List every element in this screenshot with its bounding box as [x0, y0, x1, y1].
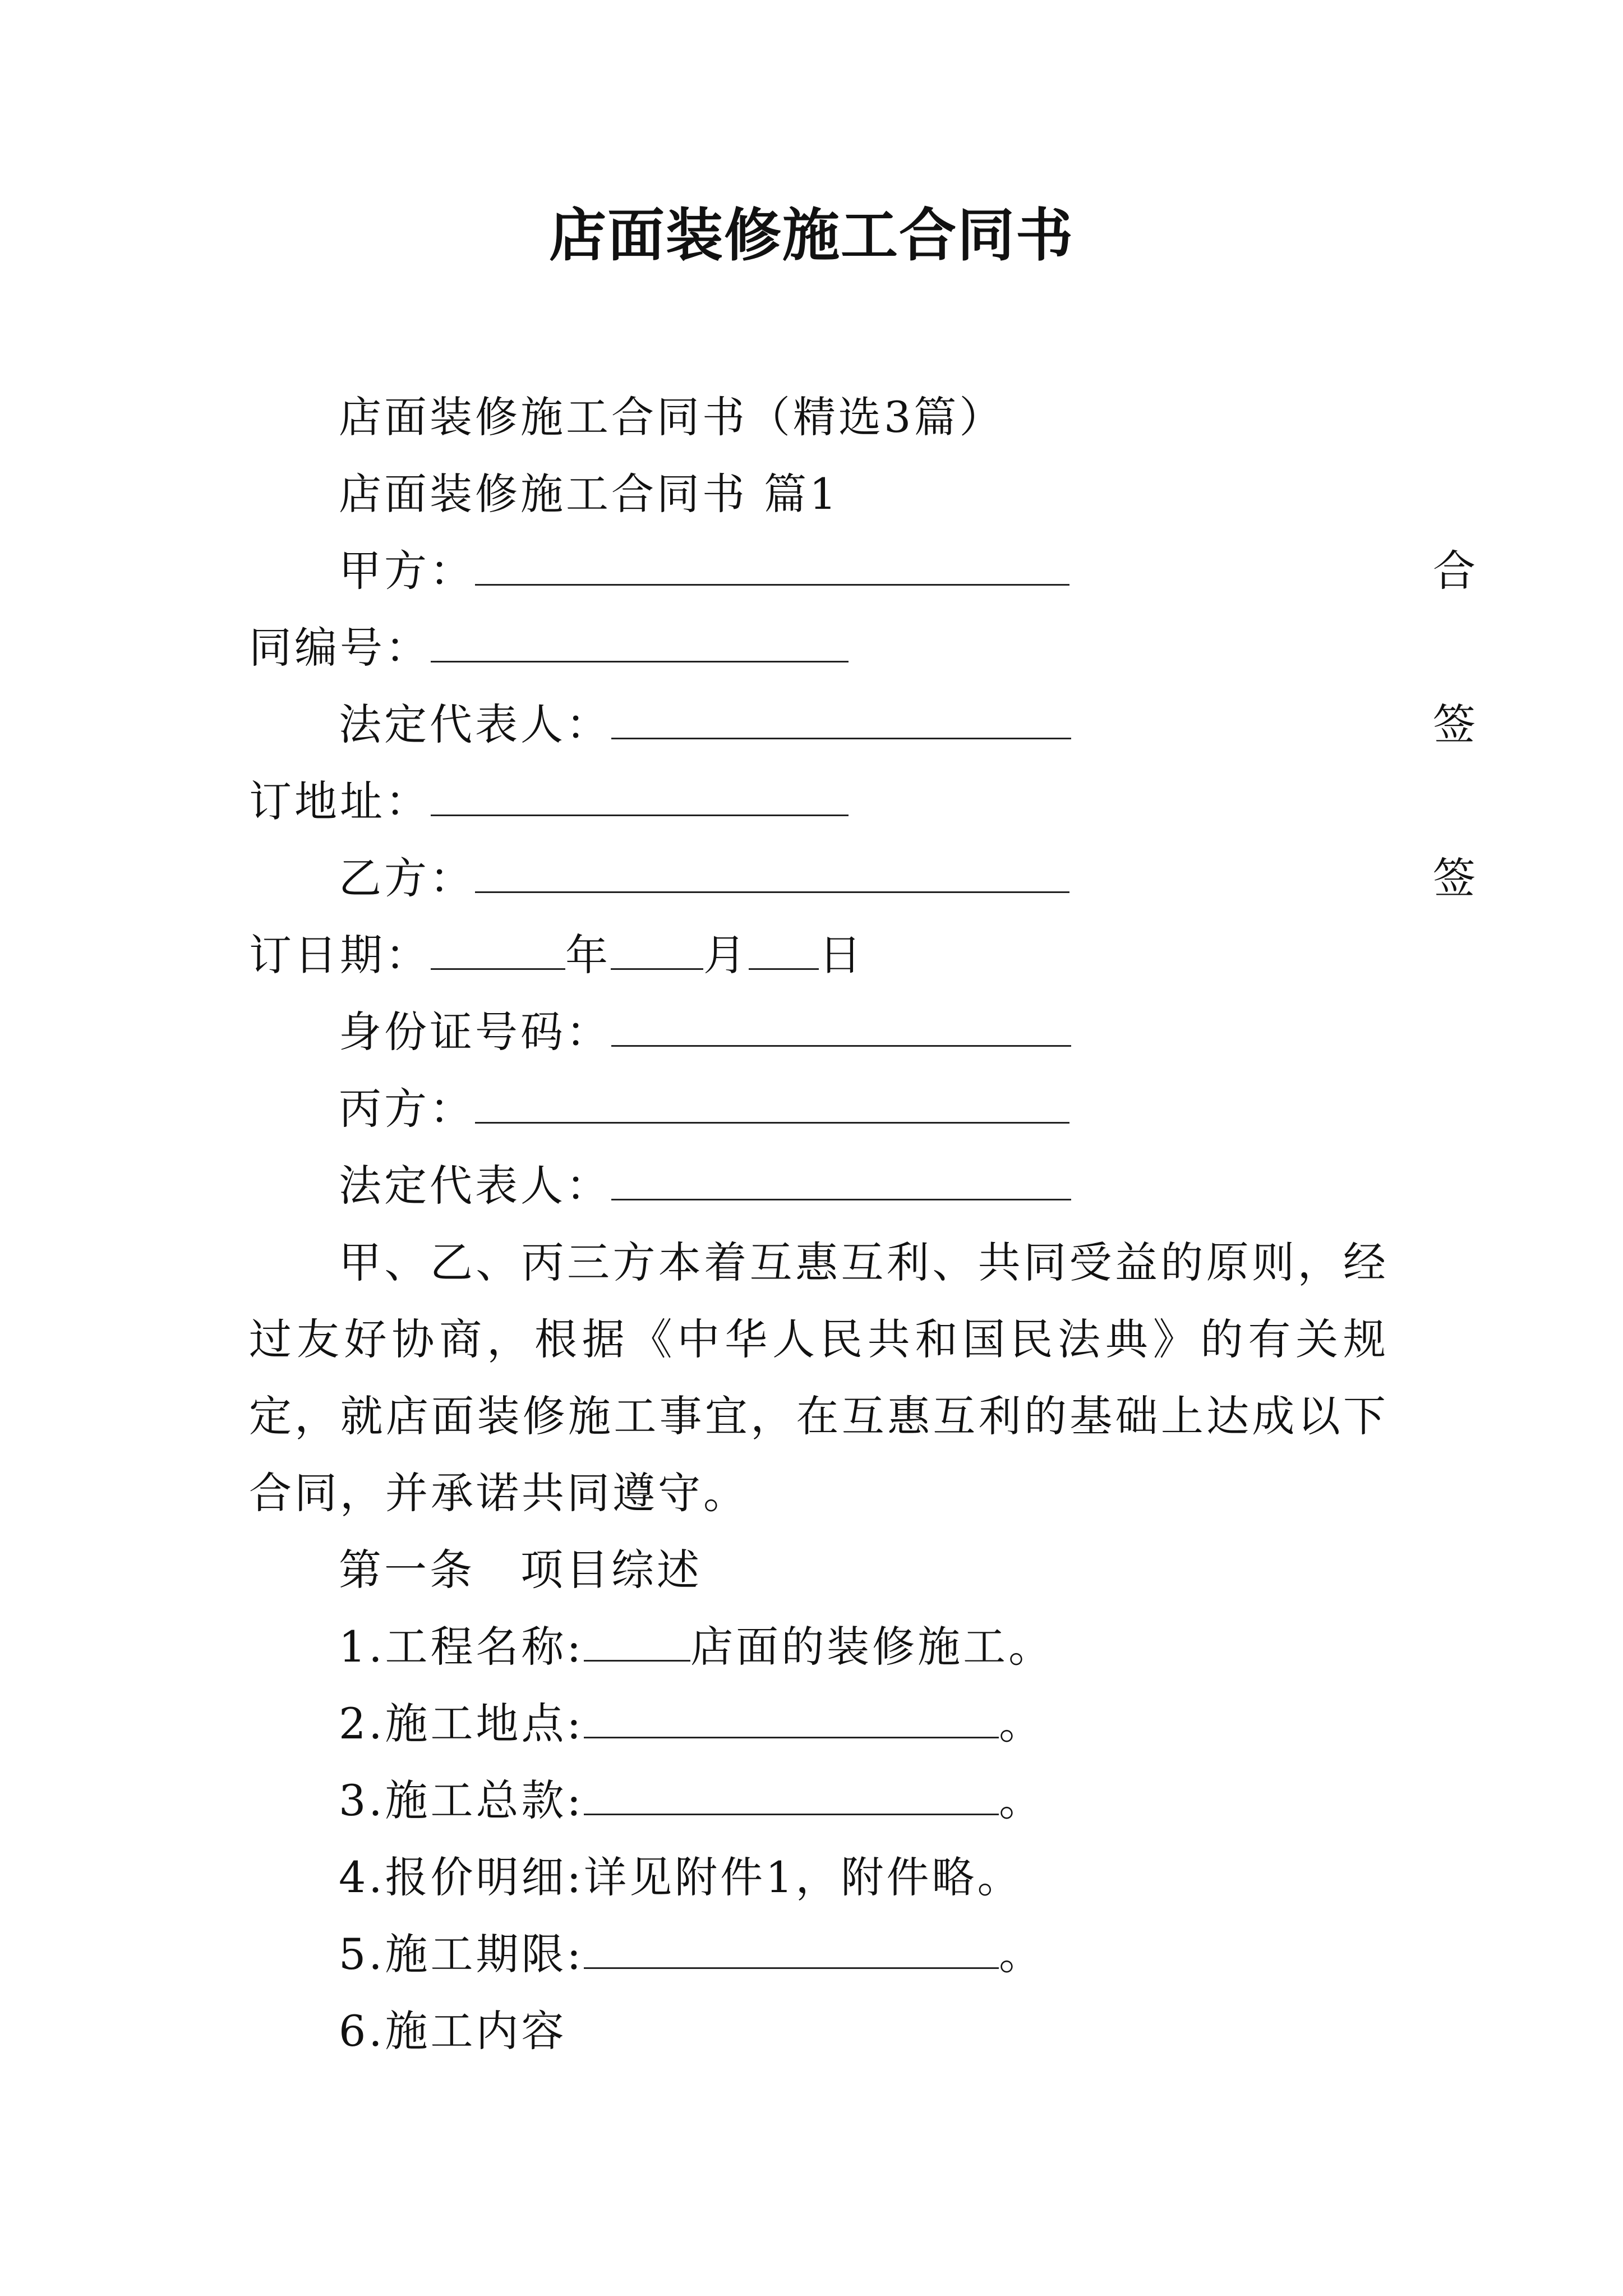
item-3-suffix: 。: [999, 1775, 1045, 1825]
sign-addr-blank: [431, 763, 849, 816]
contract-no-label: 同编号：: [249, 623, 431, 673]
sign-addr-label: 订地址：: [249, 776, 431, 826]
document-title: 店面装修施工合同书: [549, 202, 1074, 269]
contract-no-label-start: 合: [1433, 546, 1478, 596]
item-3-blank: [584, 1762, 999, 1815]
id-no-label: 身份证号码：: [339, 1007, 611, 1057]
legal-rep-c-blank: [611, 1147, 1071, 1200]
contract-no-blank: [431, 609, 849, 662]
sign-date-label: 订日期：: [249, 930, 431, 980]
year-label: 年: [565, 930, 611, 980]
item-2-label: 2.施工地点:: [339, 1699, 584, 1749]
item-5: [249, 1916, 1478, 1993]
legal-rep-c-label: 法定代表人：: [339, 1161, 611, 1211]
party-a-label: 甲方：: [339, 546, 475, 596]
item-5-suffix: 。: [999, 1929, 1045, 1979]
legal-rep-c-line: [249, 1147, 1478, 1224]
sign-addr-line: [249, 763, 1389, 840]
id-no-blank: [611, 993, 1071, 1047]
intro-paragraph: 甲、乙、丙三方本着互惠互利、共同受益的原则，经过友好协商，根据《中华人民共和国民法典》的有关规定，就店面装修施工事宜，在互惠互利的基础上达成以下合同，并承诺共同遵守。: [249, 1237, 1389, 1518]
party-a-line: [249, 532, 1478, 609]
item-5-label: 5.施工期限:: [339, 1929, 584, 1979]
item-1-blank: [584, 1608, 690, 1662]
day-blank: [749, 917, 819, 970]
party-b-blank: [475, 840, 1069, 893]
party-b-line: [249, 840, 1478, 917]
party-c-line: [249, 1070, 1478, 1147]
sign-date-label-start: 签: [1433, 853, 1478, 903]
item-3: [249, 1762, 1478, 1839]
day-label: 日: [819, 930, 864, 980]
contract-no-line: [249, 609, 1389, 686]
item-1-label: 1.工程名称:: [339, 1622, 584, 1672]
sign-addr-label-start: 签: [1433, 700, 1478, 749]
subtitle: 店面装修施工合同书（精选3篇）: [339, 392, 1005, 442]
party-c-blank: [475, 1070, 1069, 1124]
item-2-blank: [584, 1685, 999, 1738]
party-a-blank: [475, 532, 1069, 586]
item-3-label: 3.施工总款:: [339, 1775, 584, 1825]
id-no-line: [249, 993, 1478, 1070]
legal-rep-a-blank: [611, 686, 1071, 739]
year-blank: [431, 917, 565, 970]
item-1-suffix: 店面的装修施工。: [690, 1622, 1054, 1672]
sign-date-line: [249, 917, 1389, 993]
month-label: 月: [703, 930, 749, 980]
item-2: [249, 1685, 1478, 1762]
item-2-suffix: 。: [999, 1699, 1045, 1749]
section-heading: 店面装修施工合同书 篇1: [339, 469, 840, 519]
legal-rep-a-line: [249, 686, 1478, 763]
item-1: [249, 1608, 1478, 1685]
item-4: 4.报价明细:详见附件1，附件略。: [339, 1852, 1023, 1902]
article-1-heading: 第一条 项目综述: [339, 1545, 702, 1595]
item-6: 6.施工内容: [339, 2006, 567, 2056]
item-5-blank: [584, 1916, 999, 1969]
party-c-label: 丙方：: [339, 1084, 475, 1134]
month-blank: [611, 917, 703, 970]
legal-rep-a-label: 法定代表人：: [339, 700, 611, 749]
party-b-label: 乙方：: [339, 853, 475, 903]
